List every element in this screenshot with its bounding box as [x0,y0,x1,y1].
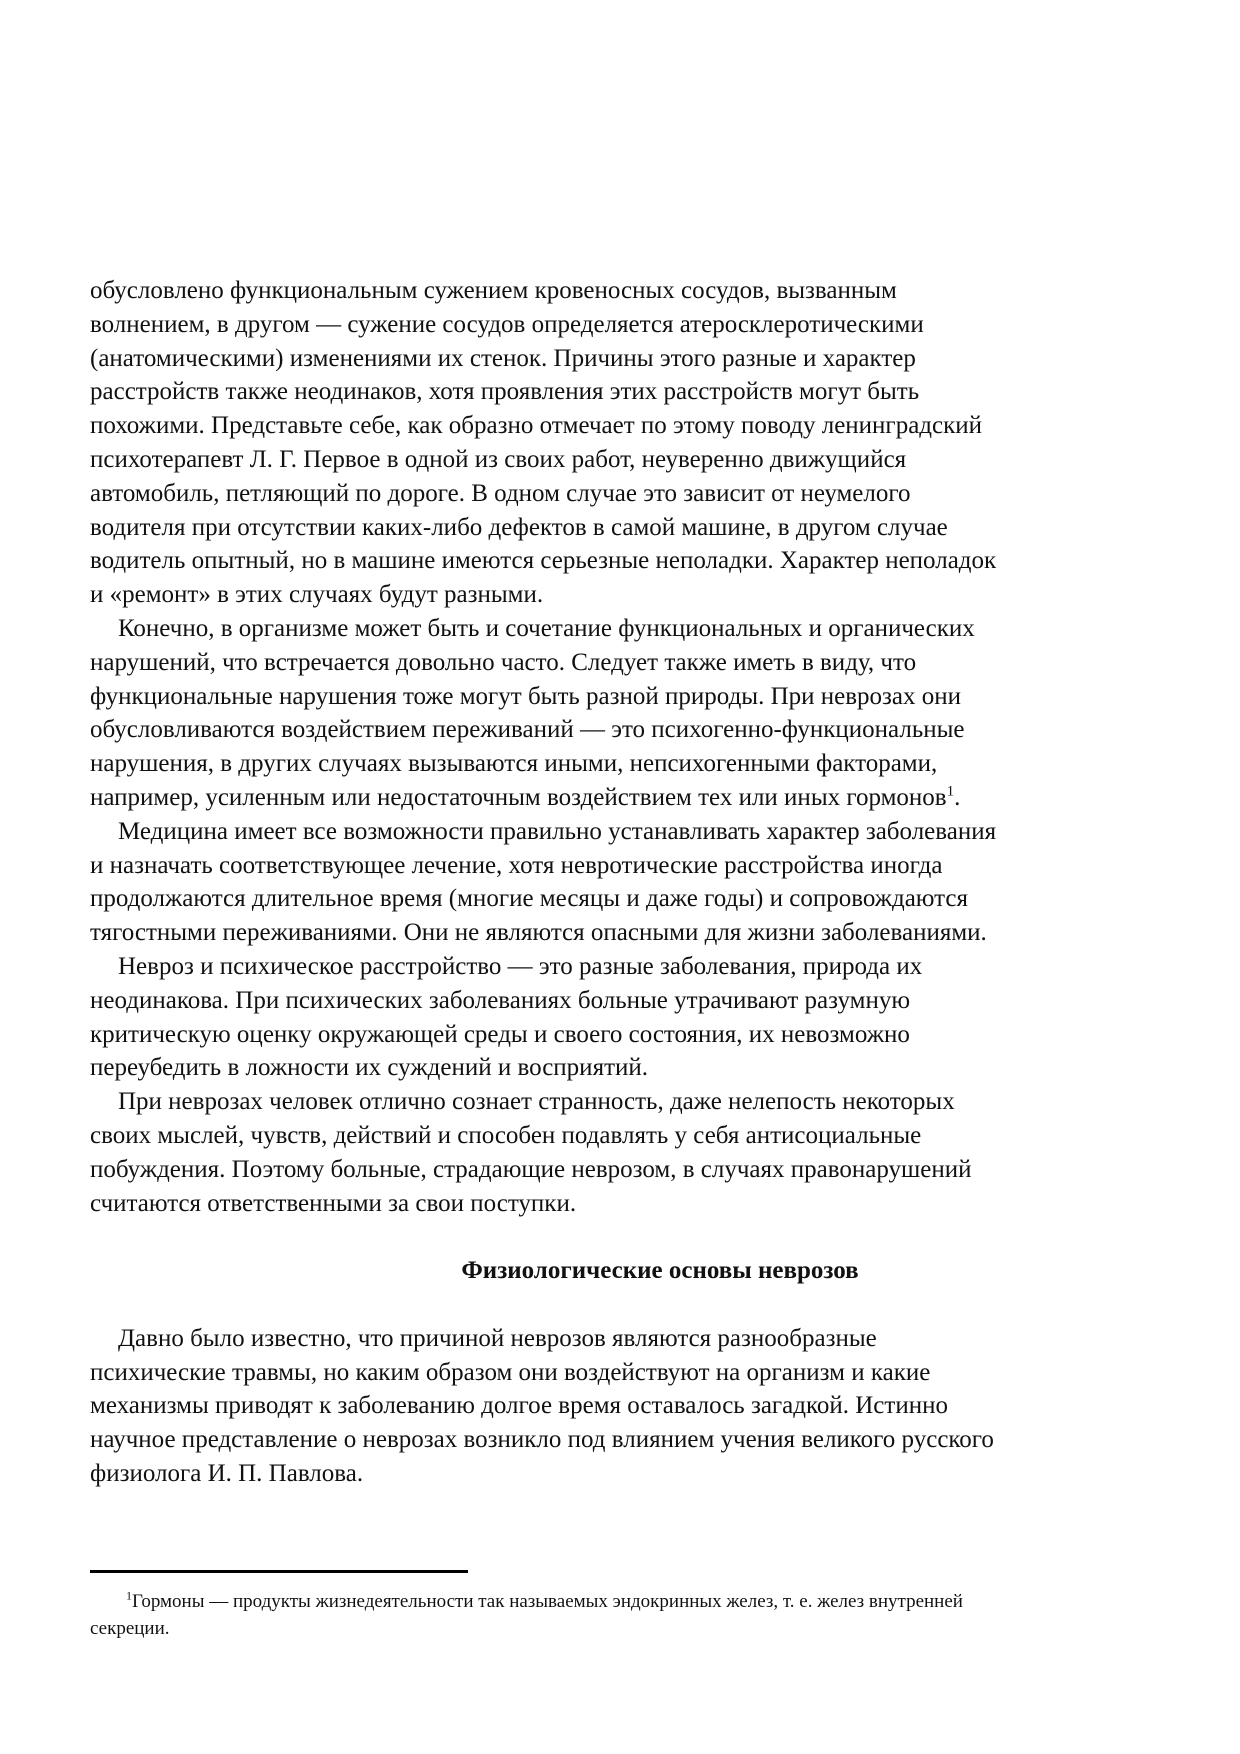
text-line [90,308,1190,342]
text-line [90,375,1190,409]
footnote-line: секреции. [90,1618,170,1639]
text-line: психические травмы, но каким образом они воздействуют на организм и какие [90,1358,931,1386]
line-text: нарушений, что встречается довольно часто. Следует также иметь в виду, что [90,648,917,676]
text-line [90,680,1190,714]
text-line [90,916,1190,950]
line-text: нарушения, в других случаях вызываются иными, непсихогенными факторами, [90,750,938,778]
text-line [90,1051,1190,1085]
body-text [90,274,1190,1491]
line-text: продолжаются длительное время (многие месяцы и даже годы) и сопровождаются [90,885,968,913]
line-text: водителя при отсутствии каких-либо дефектов в самой машине, в другом случае [90,513,948,541]
text-line [90,646,1190,680]
line-text: тягостными переживаниями. Они не являются опасными для жизни заболеваниями. [90,919,987,947]
text-line [90,1187,1190,1221]
text-line [90,342,1190,376]
paragraph [90,950,1190,1085]
text-line [90,815,1190,849]
line-text: (анатомическими) изменениями их стенок. Причины этого разные и характер [90,344,916,372]
text-line [90,747,1190,781]
text-line [90,477,1190,511]
paragraph [90,1322,1190,1491]
text-line [90,612,1190,646]
line-text: Невроз и психическое расстройство — это разные заболевания, природа их [118,952,923,980]
spacer [90,1220,1190,1254]
line-text: переубедить в ложности их суждений и восприятий. [90,1054,648,1082]
line-text: своих мыслей, чувств, действий и способен подавлять у себя антисоциальные [90,1121,922,1149]
text-line [90,1119,1190,1153]
text-line [90,781,1190,815]
line-text: обусловлено функциональным сужением кровеносных сосудов, вызванным [90,277,897,304]
text-line [90,882,1190,916]
text-line [90,443,1190,477]
line-text: Конечно, в организме может быть и сочетание функциональных и органических [118,614,975,642]
text-line [90,950,1190,984]
line-text: Медицина имеет все возможности правильно устанавливать характер заболевания [118,817,997,845]
line-text: волнением, в другом — сужение сосудов определяется атеросклеротическими [90,310,924,338]
line-text: При неврозах человек отлично сознает странность, даже нелепость некоторых [118,1088,955,1116]
paragraph [90,815,1190,950]
line-text: считаются ответственными за свои поступки. [90,1189,577,1217]
footnote-reference: 1 [946,783,955,800]
text-line [90,849,1190,883]
text-line [90,713,1190,747]
footnote-line: $^1$Гормоны — продукты жизнедеятельности так называемых эндокринных желез, т. е. желез внутренней [126,1588,963,1612]
line-text: неодинакова. При психических заболеваниях больные утрачивают разумную [90,986,911,1014]
line-text: и «ремонт» в этих случаях будут разными. [90,581,544,609]
line-suffix: . [954,783,961,811]
text-line [90,409,1190,443]
text-line [90,274,1190,308]
text-line [90,984,1190,1018]
line-text: водитель опытный, но в машине имеются серьезные неполадки. Характер неполадок [90,547,997,575]
text-line [90,1153,1190,1187]
footnote [90,1588,1170,1642]
line-text: функциональные нарушения тоже могут быть разной природы. При неврозах они [90,682,962,710]
text-line [90,578,1190,612]
line-text: побуждения. Поэтому больные, страдающие неврозом, в случаях правонарушений [90,1155,972,1183]
line-text: похожими. Представьте себе, как образно отмечает по этому поводу ленинградский [90,412,983,440]
line-text: расстройств также неодинаков, хотя проявления этих расстройств могут быть [90,378,920,406]
text-line [90,1085,1190,1119]
footnote-divider [90,1570,468,1573]
text-line [90,511,1190,545]
paragraph [90,274,1190,612]
line-text: и назначать соответствующее лечение, хотя невротические расстройства иногда [90,851,943,879]
line-text: обусловливаются воздействием переживаний — это психогенно-функциональные [90,716,965,744]
line-text: например, усиленным или недостаточным воздействием тех или иных гормонов [90,783,947,811]
text-line [90,544,1190,578]
text-line: физиолога И. П. Павлова. [90,1459,364,1487]
footnote-marker: 1 [126,1588,132,1603]
text-line [90,1018,1190,1052]
line-text: критическую оценку окружающей среды и своего состояния, их невозможно [90,1020,910,1048]
paragraph [90,612,1190,815]
spacer [90,1288,1190,1322]
paragraph [90,1085,1190,1220]
text-line: научное представление о неврозах возникло под влиянием учения великого русского [90,1426,994,1454]
line-text: психотерапевт Л. Г. Первое в одной из своих работ, неуверенно движущийся [90,445,907,473]
text-line: механизмы приводят к заболеванию долгое время оставалось загадкой. Истинно [90,1392,948,1420]
section-heading: Физиологические основы неврозов [461,1257,859,1285]
line-text: автомобиль, петляющий по дороге. В одном случае это зависит от неумелого [90,479,911,507]
text-line: Давно было известно, что причиной неврозов являются разнообразные [118,1324,877,1352]
